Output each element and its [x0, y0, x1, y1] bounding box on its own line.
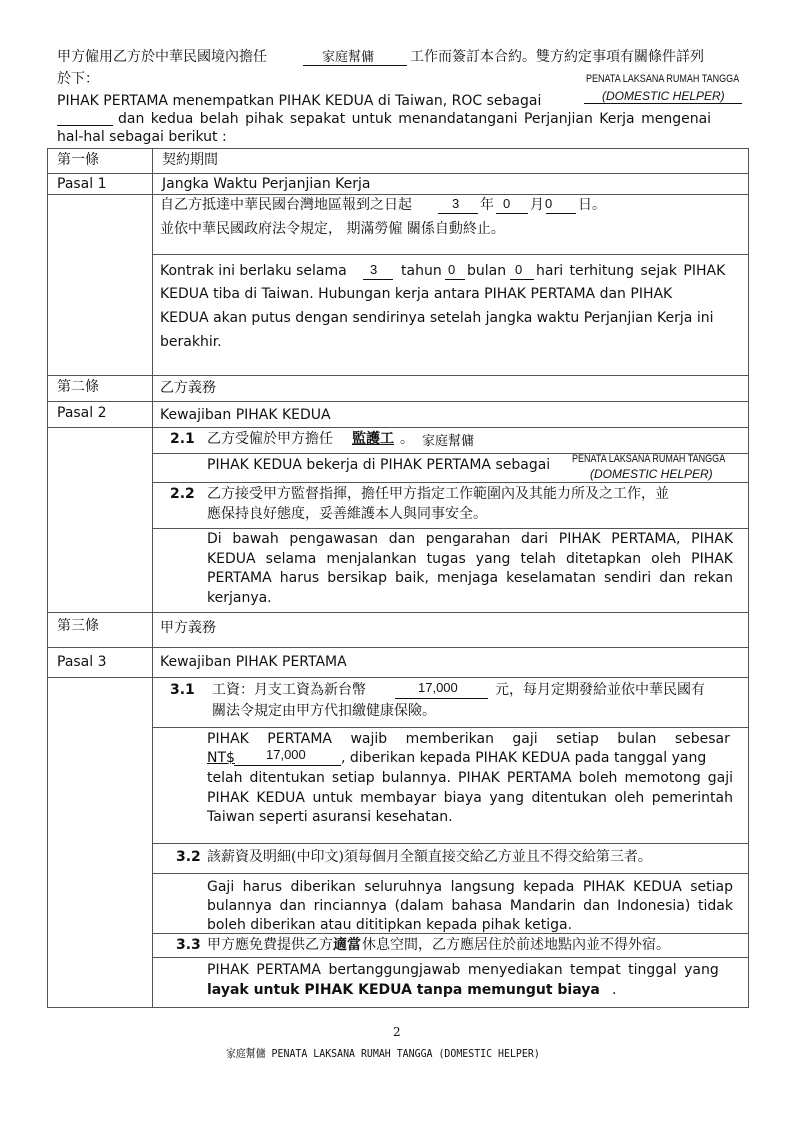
- s31-id-line1: PIHAK PERTAMA wajib memberikan gaji setiap bulan sebesar: [207, 731, 730, 747]
- art1-id-line2: KEDUA tiba di Taiwan. Hubungan kerja antara PIHAK PERTAMA dan PIHAK: [160, 286, 673, 302]
- s33-id-end: .: [612, 982, 617, 998]
- article-1-zh-title: 契約期間: [162, 152, 218, 168]
- fill-underline: [363, 279, 393, 280]
- table-row-line: [152, 843, 748, 844]
- s33-id-bold: layak untuk PIHAK KEDUA tanpa memungut biaya: [207, 982, 600, 998]
- article-2-id-number: Pasal 2: [57, 405, 107, 421]
- article-3-zh-title: 甲方義務: [160, 620, 216, 636]
- art1-id-a: Kontrak ini berlaku selama: [160, 263, 347, 279]
- fill-underline: [303, 65, 407, 66]
- fill-months: 0: [503, 196, 511, 211]
- art1-id-tahun: tahun: [401, 263, 442, 279]
- table-row-line: [152, 254, 748, 255]
- table-row-line: [152, 957, 748, 958]
- table-row-line: [47, 194, 748, 195]
- table-row-line: [47, 148, 748, 149]
- fill-days-id: 0: [515, 262, 523, 277]
- fill-years: 3: [452, 196, 460, 211]
- unit-year: 年: [480, 197, 494, 213]
- fill-underline: [445, 279, 465, 280]
- article-3-id-number: Pasal 3: [57, 654, 107, 670]
- table-border-right: [748, 148, 749, 1008]
- article-1-zh-number: 第一條: [57, 152, 99, 168]
- intro-id-line3: hal-hal sebagai berikut :: [57, 129, 227, 145]
- fill-salary-id: 17,000: [266, 747, 306, 762]
- page-number: 2: [393, 1025, 401, 1039]
- fill-underline: [584, 103, 742, 104]
- s33-id-line1: PIHAK PERTAMA bertanggungjawab menyediakan tempat tinggal yang: [207, 962, 719, 978]
- section-3-2-number: 3.2: [176, 849, 201, 865]
- article-2-zh-title: 乙方義務: [160, 380, 216, 396]
- table-row-line: [152, 727, 748, 728]
- table-row-line: [152, 873, 748, 874]
- s32-id: Gaji harus diberikan seluruhnya langsung kepada PIHAK KEDUA setiap bulannya dan rinciannya (dalam bahasa Mandarin dan Indonesia) tidak boleh diberikan atau dititipkan kepada pihak ketiga.: [207, 879, 733, 933]
- article-2-zh-number: 第二條: [57, 379, 99, 395]
- table-row-line: [152, 482, 748, 483]
- s32-zh: 該薪資及明細(中印文)須每個月全額直接交給乙方並且不得交給第三者。: [207, 849, 652, 865]
- s31-id-nt: NT$: [207, 750, 235, 766]
- intro-zh-line1-a: 甲方僱用乙方於中華民國境內擔任: [57, 49, 267, 65]
- footer-caption: 家庭幫傭 PENATA LAKSANA RUMAH TANGGA (DOMESTIC HELPER): [226, 1047, 540, 1060]
- unit-day: 日。: [578, 197, 606, 213]
- table-row-line: [47, 612, 748, 613]
- art1-zh-termination: 並依中華民國政府法令規定， 期滿勞僱 關係自動終止。: [160, 221, 505, 237]
- table-row-line: [47, 427, 748, 428]
- s22-zh-line1: 乙方接受甲方監督指揮，擔任甲方指定工作範圍內及其能力所及之工作，並: [207, 486, 669, 502]
- section-3-3-number: 3.3: [176, 937, 201, 953]
- fill-months-id: 0: [448, 262, 456, 277]
- table-row-line: [47, 677, 748, 678]
- table-col-divider: [152, 148, 153, 1008]
- s21-fill-en: (DOMESTIC HELPER): [590, 467, 713, 481]
- table-row-line: [47, 173, 748, 174]
- s21-fill-job: 家庭幫傭: [422, 433, 475, 448]
- art1-id-hari: hari terhitung sejak PIHAK: [536, 263, 726, 279]
- intro-id-line1: PIHAK PERTAMA menempatkan PIHAK KEDUA di Taiwan, ROC sebagai: [57, 93, 542, 109]
- article-3-id-title: Kewajiban PIHAK PERTAMA: [160, 654, 347, 670]
- table-row-line: [47, 401, 748, 402]
- s31-id-rest: telah ditentukan setiap bulannya. PIHAK PERTAMA boleh memotong gaji PIHAK KEDUA untuk membayar biaya yang ditentukan oleh pemerintah Taiwan seperti asuransi kesehatan.: [207, 770, 733, 825]
- intro-zh-line2: 於下：: [57, 71, 99, 87]
- article-1-id-title: Jangka Waktu Perjanjian Kerja: [162, 176, 371, 192]
- table-row-line: [47, 647, 748, 648]
- art1-id-line4: berakhir.: [160, 334, 222, 350]
- art1-id-line3: KEDUA akan putus dengan sendirinya setelah jangka waktu Perjanjian Kerja ini: [160, 310, 714, 326]
- s22-id: Di bawah pengawasan dan pengarahan dari PIHAK PERTAMA, PIHAK KEDUA selama menjalankan tugas yang telah ditetapkan oleh PIHAK PERTAMA harus bersikap baik, menjaga keselamatan sendiri dan rekan kerjanya.: [207, 531, 733, 606]
- fill-underline: [496, 213, 528, 214]
- fill-years-id: 3: [370, 262, 378, 277]
- s22-zh-line2: 應保持良好態度，妥善維護本人與同事安全。: [207, 506, 487, 522]
- fill-underline: [438, 213, 478, 214]
- s33-zh-b: 休息空間，乙方應居住於前述地點內並不得外宿。: [362, 937, 670, 953]
- section-3-1-number: 3.1: [170, 682, 195, 698]
- table-border-bottom: [47, 1007, 748, 1008]
- s21-fill-id: PENATA LAKSANA RUMAH TANGGA: [572, 453, 726, 465]
- intro-fill-job: 家庭幫傭: [322, 49, 375, 64]
- s21-id: PIHAK KEDUA bekerja di PIHAK PERTAMA sebagai: [207, 457, 551, 473]
- article-1-id-number: Pasal 1: [57, 176, 107, 192]
- s21-zh-bold: 監護工: [352, 431, 394, 447]
- fill-underline: [546, 213, 576, 214]
- unit-month: 月: [530, 197, 544, 213]
- fill-salary: 17,000: [418, 680, 458, 695]
- table-border-left: [47, 148, 48, 1008]
- fill-days: 0: [545, 196, 553, 211]
- s31-zh-line2: 關法令規定由甲方代扣繳健康保險。: [212, 703, 436, 719]
- fill-underline: [234, 765, 341, 766]
- section-2-1-number: 2.1: [170, 431, 195, 447]
- article-2-id-title: Kewajiban PIHAK KEDUA: [160, 407, 331, 423]
- s33-zh-a: 甲方應免費提供乙方: [207, 937, 333, 953]
- s21-zh: 乙方受僱於甲方擔任: [207, 431, 333, 447]
- s33-zh-bold: 適當: [333, 937, 361, 953]
- fill-underline: [510, 279, 534, 280]
- section-2-2-number: 2.2: [170, 486, 195, 502]
- art1-id-bulan: bulan: [467, 263, 507, 279]
- s31-id-line2: , diberikan kepada PIHAK KEDUA pada tanggal yang: [341, 750, 707, 766]
- s21-zh-end: 。: [400, 431, 414, 447]
- s31-zh-b: 元，每月定期發給並依中華民國有: [495, 682, 705, 698]
- table-row-line: [152, 528, 748, 529]
- fill-underline: [395, 698, 488, 699]
- art1-zh-duration: 自乙方抵達中華民國台灣地區報到之日起: [160, 197, 412, 213]
- article-3-zh-number: 第三條: [57, 618, 99, 634]
- fill-underline: [57, 125, 113, 126]
- intro-id-line2: dan kedua belah pihak sepakat untuk menandatangani Perjanjian Kerja mengenai: [118, 111, 712, 127]
- s31-zh-a: 工資：月支工資為新台幣: [212, 682, 366, 698]
- intro-fill-id: PENATA LAKSANA RUMAH TANGGA: [586, 73, 740, 85]
- intro-zh-line1-b: 工作而簽訂本合約。雙方約定事項有關條件詳列: [410, 49, 704, 65]
- table-row-line: [47, 375, 748, 376]
- intro-fill-en: (DOMESTIC HELPER): [602, 89, 725, 103]
